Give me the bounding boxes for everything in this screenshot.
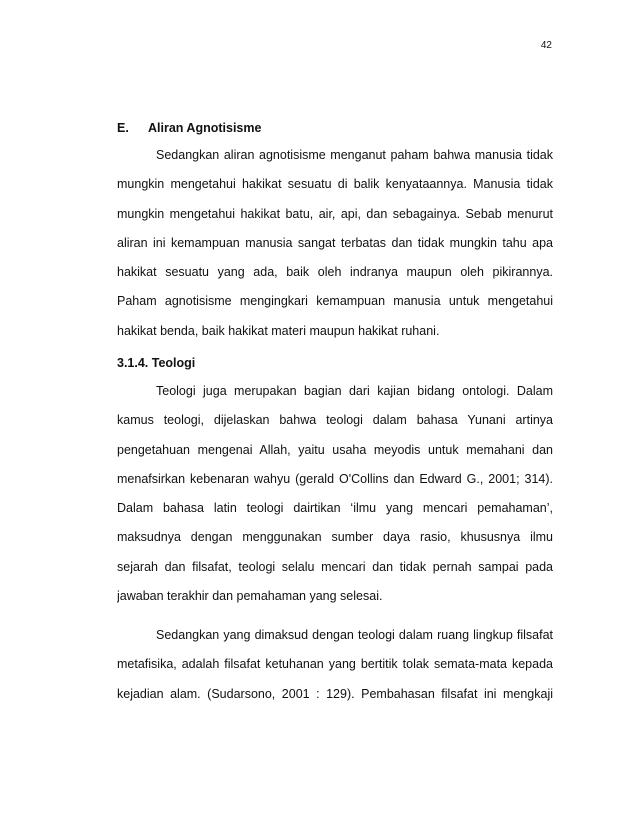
paragraph-line: aliran ini kemampuan manusia sangat terbatas dan tidak mungkin tahu apa xyxy=(117,235,553,250)
section-letter: E. xyxy=(117,121,129,135)
teologi-paragraph-2 xyxy=(117,627,553,715)
paragraph-line: mungkin mengetahui hakikat sesuatu di balik kenyataannya. Manusia tidak xyxy=(117,177,553,192)
teologi-paragraph-1 xyxy=(117,383,553,617)
paragraph-line: Dalam bahasa latin teologi dairtikan ‘ilmu yang mencari pemahaman’, xyxy=(117,501,553,516)
paragraph-line: menafsirkan kebenaran wahyu (gerald O'Collins dan Edward G., 2001; 314). xyxy=(117,471,553,486)
paragraph-line: Sedangkan yang dimaksud dengan teologi dalam ruang lingkup filsafat xyxy=(156,628,553,642)
agnotisisme-paragraph xyxy=(117,147,553,352)
paragraph-line: Teologi juga merupakan bagian dari kajian bidang ontologi. Dalam xyxy=(156,384,553,398)
paragraph-line: maksudnya dengan menggunakan sumber daya rasio, khususnya ilmu xyxy=(117,530,553,545)
paragraph-line: kejadian alam. (Sudarsono, 2001 : 129). Pembahasan filsafat ini mengkaji xyxy=(117,686,553,701)
section-heading xyxy=(117,121,261,135)
paragraph-line: Sedangkan aliran agnotisisme menganut paham bahwa manusia tidak xyxy=(156,148,553,162)
paragraph-line: metafisika, adalah filsafat ketuhanan yang bertitik tolak semata-mata kepada xyxy=(117,657,553,672)
paragraph-line: sejarah dan filsafat, teologi selalu mencari dan tidak pernah sampai pada xyxy=(117,559,553,574)
paragraph-line: mungkin mengetahui hakikat batu, air, api, dan sebagainya. Sebab menurut xyxy=(117,206,553,221)
paragraph-line: Paham agnotisisme mengingkari kemampuan manusia untuk mengetahui xyxy=(117,294,553,309)
page-number: 42 xyxy=(540,40,552,51)
paragraph-line: kamus teologi, dijelaskan bahwa teologi dalam bahasa Yunani artinya xyxy=(117,413,553,428)
paragraph-line: pengetahuan mengenai Allah, yaitu usaha meyodis untuk memahani dan xyxy=(117,442,553,457)
subsection-heading: 3.1.4. Teologi xyxy=(117,356,196,370)
paragraph-line: jawaban terakhir dan pemahaman yang selesai. xyxy=(117,589,383,604)
section-title: Aliran Agnotisisme xyxy=(148,121,262,135)
paragraph-line: hakikat benda, baik hakikat materi maupun hakikat ruhani. xyxy=(117,323,440,338)
paragraph-line: hakikat sesuatu yang ada, baik oleh indranya maupun oleh pikirannya. xyxy=(117,265,553,280)
